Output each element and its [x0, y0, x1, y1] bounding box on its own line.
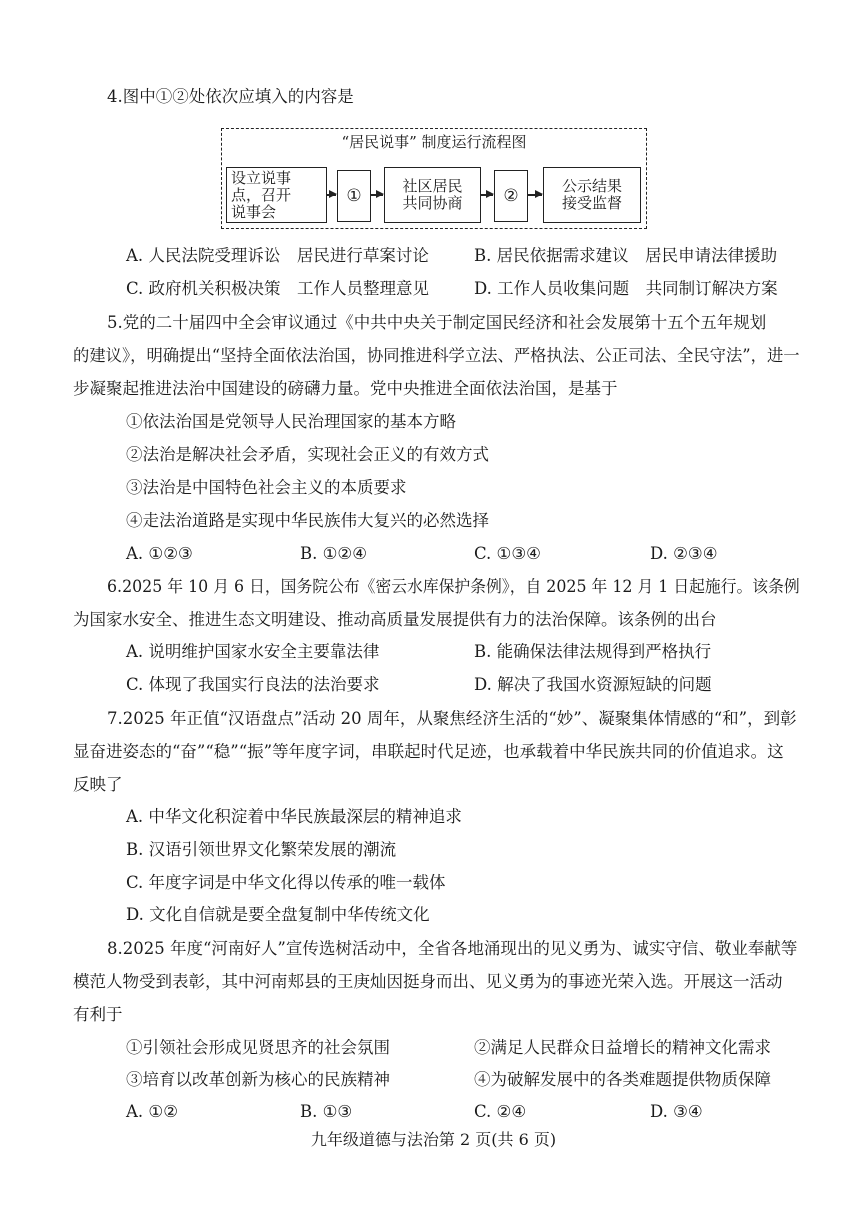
q7-option-d: D. 文化自信就是要全盘复制中华传统文化 [126, 905, 430, 924]
flow-arrow-4 [528, 194, 542, 196]
q4-stem: 4.图中①②处依次应填入的内容是 [107, 87, 354, 106]
flow-box-publicize-line1: 公示结果 [561, 177, 622, 195]
q5-line-3: 步凝聚起推进法治中国建设的磅礴力量。党中央推进全面依法治国，是基于 [73, 379, 618, 398]
q5-option-b: B. ①②④ [300, 544, 367, 563]
flow-box-negotiate-line2: 共同协商 [402, 194, 463, 212]
flow-box-set-up-line3: 说事会 [231, 202, 277, 221]
q6-line-1: 6.2025 年 10 月 6 日，国务院公布《密云水库保护条例》，自 2025 年 12 月 1 日起施行。该条例 [107, 577, 800, 596]
flow-box-blank-1: ① [337, 170, 371, 222]
q7-option-c: C. 年度字词是中华文化得以传承的唯一载体 [126, 873, 446, 892]
flow-box-negotiate [384, 167, 481, 223]
q4-option-d: D. 工作人员收集问题 共同制订解决方案 [474, 279, 778, 298]
q8-item-2: ②满足人民群众日益增长的精神文化需求 [474, 1038, 771, 1057]
flow-box-publicize-line2: 接受监督 [561, 194, 622, 212]
q5-option-c: C. ①③④ [474, 544, 541, 563]
q5-item-2: ②法治是解决社会矛盾，实现社会正义的有效方式 [126, 445, 489, 464]
q8-option-b: B. ①③ [300, 1102, 353, 1121]
q4-option-a: A. 人民法院受理诉讼 居民进行草案讨论 [126, 246, 429, 265]
q8-item-1: ①引领社会形成见贤思齐的社会氛围 [126, 1038, 390, 1057]
q7-line-2: 显奋进姿态的“奋”“稳”“振”等年度字词，串联起时代足迹，也承载着中华民族共同的价值追求。这 [73, 742, 784, 761]
q8-item-4: ④为破解发展中的各类难题提供物质保障 [474, 1070, 771, 1089]
flow-box-negotiate-line1: 社区居民 [402, 177, 463, 195]
q6-option-d: D. 解决了我国水资源短缺的问题 [474, 675, 712, 694]
q7-option-b: B. 汉语引领世界文化繁荣发展的潮流 [126, 840, 397, 859]
q8-line-3: 有利于 [73, 1005, 123, 1024]
q8-item-3: ③培育以改革创新为核心的民族精神 [126, 1070, 390, 1089]
q7-line-3: 反映了 [73, 775, 123, 794]
q5-option-d: D. ②③④ [650, 544, 718, 563]
q6-option-c: C. 体现了我国实行良法的法治要求 [126, 675, 380, 694]
q5-line-2: 的建议》，明确提出“坚持全面依法治国，协同推进科学立法、严格执法、公正司法、全民守法”，进一 [73, 346, 800, 365]
q8-option-c: C. ②④ [474, 1102, 527, 1121]
flow-arrow-1 [327, 194, 336, 196]
flow-box-set-up [226, 167, 327, 223]
flow-box-publicize [543, 167, 641, 223]
q5-item-1: ①依法治国是党领导人民治理国家的基本方略 [126, 412, 456, 431]
q8-line-2: 模范人物受到表彰，其中河南郏县的王庚灿因挺身而出、见义勇为的事迹光荣入选。开展这一活动 [73, 972, 783, 991]
flowchart-title: “居民说事” 制度运行流程图 [341, 133, 527, 151]
q5-option-a: A. ①②③ [126, 544, 193, 563]
flow-box-set-up-line2: 点，召开 [231, 185, 292, 204]
flow-arrow-2 [371, 194, 383, 196]
q6-line-2: 为国家水安全、推进生态文明建设、推动高质量发展提供有力的法治保障。该条例的出台 [73, 610, 717, 629]
q8-option-a: A. ①② [126, 1102, 178, 1121]
flowchart [221, 128, 647, 229]
q8-option-d: D. ③④ [650, 1102, 703, 1121]
flow-box-set-up-line1: 设立说事 [231, 168, 292, 187]
q4-option-c: C. 政府机关积极决策 工作人员整理意见 [126, 279, 430, 298]
flow-box-blank-2: ② [494, 170, 528, 222]
flow-arrow-3 [481, 194, 493, 196]
q7-option-a: A. 中华文化积淀着中华民族最深层的精神追求 [126, 807, 462, 826]
q5-item-3: ③法治是中国特色社会主义的本质要求 [126, 478, 407, 497]
q6-option-b: B. 能确保法律法规得到严格执行 [474, 642, 712, 661]
q6-option-a: A. 说明维护国家水安全主要靠法律 [126, 642, 380, 661]
q8-line-1: 8.2025 年度“河南好人”宣传选树活动中，全省各地涌现出的见义勇为、诚实守信、敬业奉献等 [107, 939, 798, 958]
q7-line-1: 7.2025 年正值“汉语盘点”活动 20 周年，从聚焦经济生活的“妙”、凝聚集体情感的“和”，到彰 [107, 709, 797, 728]
q4-option-b: B. 居民依据需求建议 居民申请法律援助 [474, 246, 778, 265]
q5-item-4: ④走法治道路是实现中华民族伟大复兴的必然选择 [126, 511, 489, 530]
q5-line-1: 5.党的二十届四中全会审议通过《中共中央关于制定国民经济和社会发展第十五个五年规划 [107, 313, 767, 332]
page-footer: 九年级道德与法治第 2 页(共 6 页) [310, 1130, 557, 1149]
